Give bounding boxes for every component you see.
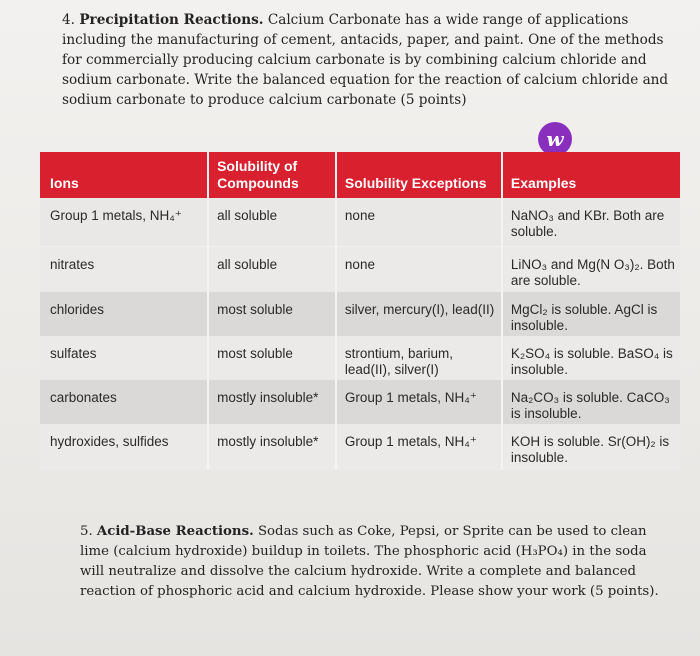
table-row xyxy=(40,380,680,424)
cell-exceptions: Group 1 metals, NH₄⁺ xyxy=(336,424,502,470)
question-5-number: 5. xyxy=(80,524,93,539)
question-4-title: Precipitation Reactions. xyxy=(79,12,264,28)
cell-examples: K₂SO₄ is soluble. BaSO₄ is insoluble. xyxy=(502,336,680,380)
question-5-body: Sodas such as Coke, Pepsi, or Sprite can be used to clean lime (calcium hydroxide) buildup in toilets. The phosphoric acid (H₃PO₄) in the soda will neutralize and dissolve the calcium hydroxide. Write a complete and balanced reaction of phosphoric acid and calcium hydroxide. Please show your work (5 points). xyxy=(80,524,659,599)
table-header-row xyxy=(40,152,680,198)
header-examples: Examples xyxy=(502,152,680,198)
cell-solubility: all soluble xyxy=(208,198,336,246)
cell-solubility: all soluble xyxy=(208,246,336,292)
cell-examples: Na₂CO₃ is soluble. CaCO₃ is insoluble. xyxy=(502,380,680,424)
cell-ion: chlorides xyxy=(50,302,105,317)
cell-solubility: most soluble xyxy=(208,292,336,336)
cell-ion: nitrates xyxy=(50,256,95,272)
table-row xyxy=(40,424,680,470)
table-row xyxy=(40,246,680,292)
cell-ion: Group 1 metals, NH₄⁺ xyxy=(50,208,182,223)
table-row xyxy=(40,336,680,380)
header-exceptions: Solubility Exceptions xyxy=(336,152,502,198)
cell-solubility: mostly insoluble* xyxy=(208,380,336,424)
cell-examples: MgCl₂ is soluble. AgCl is insoluble. xyxy=(502,292,680,336)
cell-exceptions: silver, mercury(I), lead(II) xyxy=(336,292,502,336)
table-row xyxy=(40,292,680,336)
header-ions: Ions xyxy=(40,152,208,198)
header-solubility: Solubility of Compounds xyxy=(208,152,336,198)
cell-exceptions: none xyxy=(336,198,502,246)
question-5-title: Acid-Base Reactions. xyxy=(96,524,254,539)
cell-ion: hydroxides, sulfides xyxy=(50,434,169,449)
cell-ion: sulfates xyxy=(50,346,97,361)
cell-solubility: most soluble xyxy=(208,336,336,380)
question-4 xyxy=(62,10,672,110)
table-row xyxy=(40,198,680,246)
cell-examples: LiNO₃ and Mg(N O₃)₂. Both are soluble. xyxy=(502,246,680,292)
cell-solubility: mostly insoluble* xyxy=(208,424,336,470)
cell-exceptions: none xyxy=(336,246,502,292)
question-5 xyxy=(80,522,666,602)
solubility-table xyxy=(40,152,680,470)
question-4-body: Calcium Carbonate has a wide range of applications including the manufacturing of cement, antacids, paper, and paint. One of the methods for commercially producing calcium carbonate is by combining calcium chloride and sodium carbonate. Write the balanced equation for the reaction of calcium chloride and sodium carbonate to produce calcium carbonate (5 points) xyxy=(62,12,669,108)
cell-exceptions: strontium, barium, lead(II), silver(I) xyxy=(336,336,502,380)
cell-exceptions: Group 1 metals, NH₄⁺ xyxy=(336,380,502,424)
cell-examples: KOH is soluble. Sr(OH)₂ is insoluble. xyxy=(502,424,680,470)
question-4-number: 4. xyxy=(62,12,75,28)
cell-ion: carbonates xyxy=(50,390,117,405)
cell-examples: NaNO₃ and KBr. Both are soluble. xyxy=(502,198,680,246)
w-logo-icon: w xyxy=(538,122,572,156)
